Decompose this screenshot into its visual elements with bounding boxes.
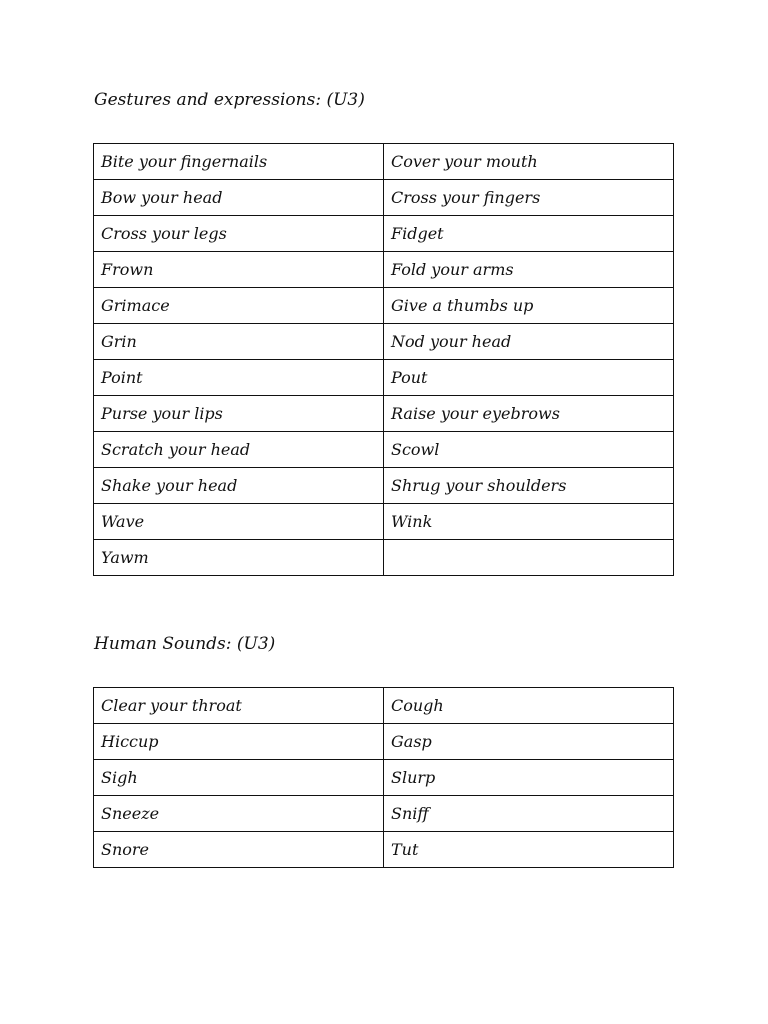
table-cell: Cover your mouth	[384, 144, 674, 180]
table-cell: Scratch your head	[94, 432, 384, 468]
gestures-table	[93, 143, 674, 576]
table-cell: Cross your legs	[94, 216, 384, 252]
table-row	[94, 796, 674, 832]
table-row	[94, 288, 674, 324]
table-cell: Cough	[384, 688, 674, 724]
table-cell: Gasp	[384, 724, 674, 760]
table-cell: Raise your eyebrows	[384, 396, 674, 432]
human-sounds-table	[93, 687, 674, 868]
table-row	[94, 180, 674, 216]
table-row	[94, 688, 674, 724]
table-cell: Nod your head	[384, 324, 674, 360]
table-row	[94, 432, 674, 468]
table-cell-empty	[384, 540, 674, 576]
table-cell: Hiccup	[94, 724, 384, 760]
table-cell: Sneeze	[94, 796, 384, 832]
table-row	[94, 504, 674, 540]
table-cell: Wave	[94, 504, 384, 540]
table-row	[94, 324, 674, 360]
table-row	[94, 216, 674, 252]
table-row	[94, 360, 674, 396]
table-cell: Clear your throat	[94, 688, 384, 724]
section-title-gestures: Gestures and expressions: (U3)	[94, 90, 365, 110]
table-cell: Grin	[94, 324, 384, 360]
table-cell: Snore	[94, 832, 384, 868]
table-cell: Sniff	[384, 796, 674, 832]
table-row	[94, 832, 674, 868]
table-row	[94, 760, 674, 796]
table-cell: Give a thumbs up	[384, 288, 674, 324]
table-cell: Grimace	[94, 288, 384, 324]
table-cell: Shake your head	[94, 468, 384, 504]
table-cell: Wink	[384, 504, 674, 540]
section-title-human-sounds: Human Sounds: (U3)	[94, 634, 276, 654]
table-cell: Point	[94, 360, 384, 396]
table-cell: Frown	[94, 252, 384, 288]
table-cell: Purse your lips	[94, 396, 384, 432]
table-cell: Cross your fingers	[384, 180, 674, 216]
table-cell: Shrug your shoulders	[384, 468, 674, 504]
table-row	[94, 724, 674, 760]
table-row	[94, 396, 674, 432]
table-cell: Bow your head	[94, 180, 384, 216]
table-cell: Sigh	[94, 760, 384, 796]
table-row	[94, 144, 674, 180]
table-cell: Bite your fingernails	[94, 144, 384, 180]
table-row	[94, 468, 674, 504]
table-cell: Fidget	[384, 216, 674, 252]
table-row	[94, 252, 674, 288]
table-cell: Scowl	[384, 432, 674, 468]
table-cell: Pout	[384, 360, 674, 396]
table-cell: Tut	[384, 832, 674, 868]
table-row	[94, 540, 674, 576]
table-cell: Fold your arms	[384, 252, 674, 288]
table-cell: Yawm	[94, 540, 384, 576]
table-cell: Slurp	[384, 760, 674, 796]
